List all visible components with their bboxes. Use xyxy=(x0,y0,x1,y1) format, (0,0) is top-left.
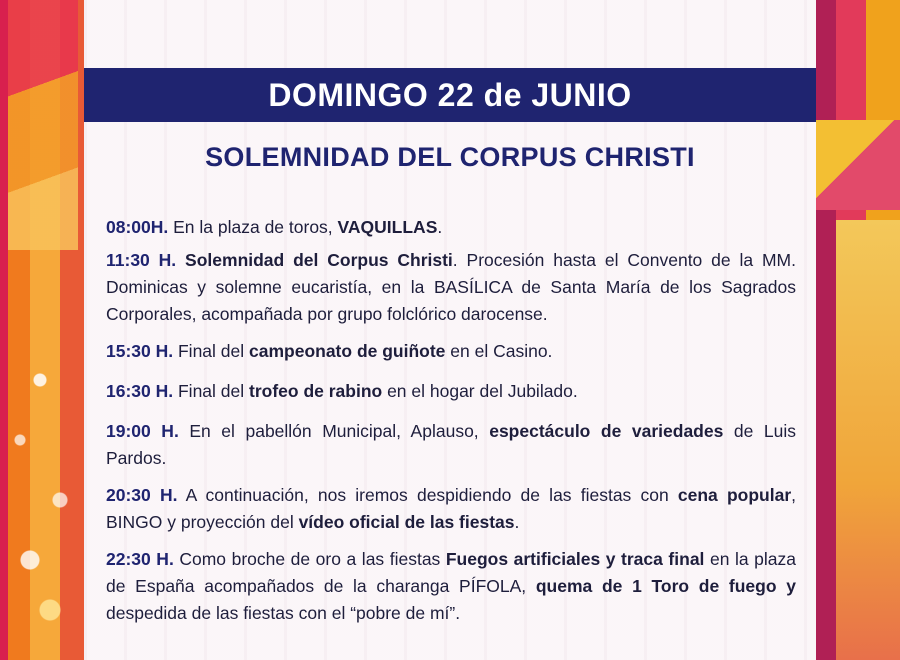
schedule-text: en el Casino. xyxy=(445,341,553,361)
schedule-time: 15:30 H. xyxy=(106,341,174,361)
schedule-text: en el hogar del Jubilado. xyxy=(382,381,578,401)
schedule-text: Como broche de oro a las fiestas xyxy=(173,549,446,569)
schedule-time: 11:30 H. xyxy=(106,250,177,270)
schedule-time: 19:00 H. xyxy=(106,421,179,441)
schedule-text: en la plaza de España acompañados de la charanga PÍFOLA, xyxy=(106,549,796,596)
schedule-item xyxy=(106,546,796,627)
schedule-item xyxy=(106,247,796,328)
date-banner xyxy=(84,68,816,122)
schedule-text: . xyxy=(514,512,520,532)
event-subtitle: SOLEMNIDAD DEL CORPUS CHRISTI xyxy=(205,142,695,172)
schedule-text xyxy=(176,250,185,270)
schedule-text: . Procesión hasta el Convento de la MM. Dominicas y solemne eucaristía, en la xyxy=(106,250,796,297)
schedule-highlight: Fuegos artificiales y traca final xyxy=(445,549,705,569)
event-schedule xyxy=(106,214,796,627)
decorative-right-border xyxy=(816,0,900,660)
schedule-text: . xyxy=(437,217,443,237)
date-banner-title: DOMINGO 22 de JUNIO xyxy=(268,76,632,113)
schedule-text: despedida de las fiestas con el “pobre de mí”. xyxy=(106,603,461,623)
schedule-text: En la plaza de toros, xyxy=(168,217,338,237)
schedule-item xyxy=(106,214,796,241)
schedule-item xyxy=(106,418,796,472)
schedule-highlight: Solemnidad del Corpus Christi xyxy=(185,250,453,270)
schedule-text: BASÍLICA xyxy=(433,277,512,297)
decorative-left-border xyxy=(0,0,86,660)
schedule-text: En el pabellón Municipal, Aplauso, xyxy=(178,421,490,441)
schedule-highlight: trofeo de rabino xyxy=(249,381,383,401)
schedule-highlight: campeonato de guiñote xyxy=(249,341,446,361)
schedule-highlight: VAQUILLAS xyxy=(337,217,438,237)
schedule-item xyxy=(106,378,796,405)
schedule-text: Final del xyxy=(173,341,249,361)
schedule-item xyxy=(106,482,796,536)
schedule-time: 22:30 H. xyxy=(106,549,174,569)
schedule-text: A continuación, nos iremos despidiendo de las fiestas con xyxy=(177,485,678,505)
schedule-text: Final del xyxy=(173,381,249,401)
schedule-text: de Santa María de los Sagrados Corporales, acompañada por grupo folclórico darocense. xyxy=(106,277,797,324)
schedule-time: 08:00H. xyxy=(106,217,169,237)
schedule-time: 16:30 H. xyxy=(106,381,174,401)
schedule-time: 20:30 H. xyxy=(106,485,178,505)
schedule-item xyxy=(106,338,796,365)
schedule-text: de Luis Pardos. xyxy=(106,421,797,468)
schedule-highlight: vídeo oficial de las fiestas xyxy=(298,512,515,532)
schedule-highlight: quema de 1 Toro de fuego y xyxy=(535,576,796,596)
schedule-highlight: espectáculo de variedades xyxy=(489,421,724,441)
schedule-highlight: cena popular xyxy=(677,485,792,505)
schedule-text: , BINGO y proyección del xyxy=(106,485,796,532)
